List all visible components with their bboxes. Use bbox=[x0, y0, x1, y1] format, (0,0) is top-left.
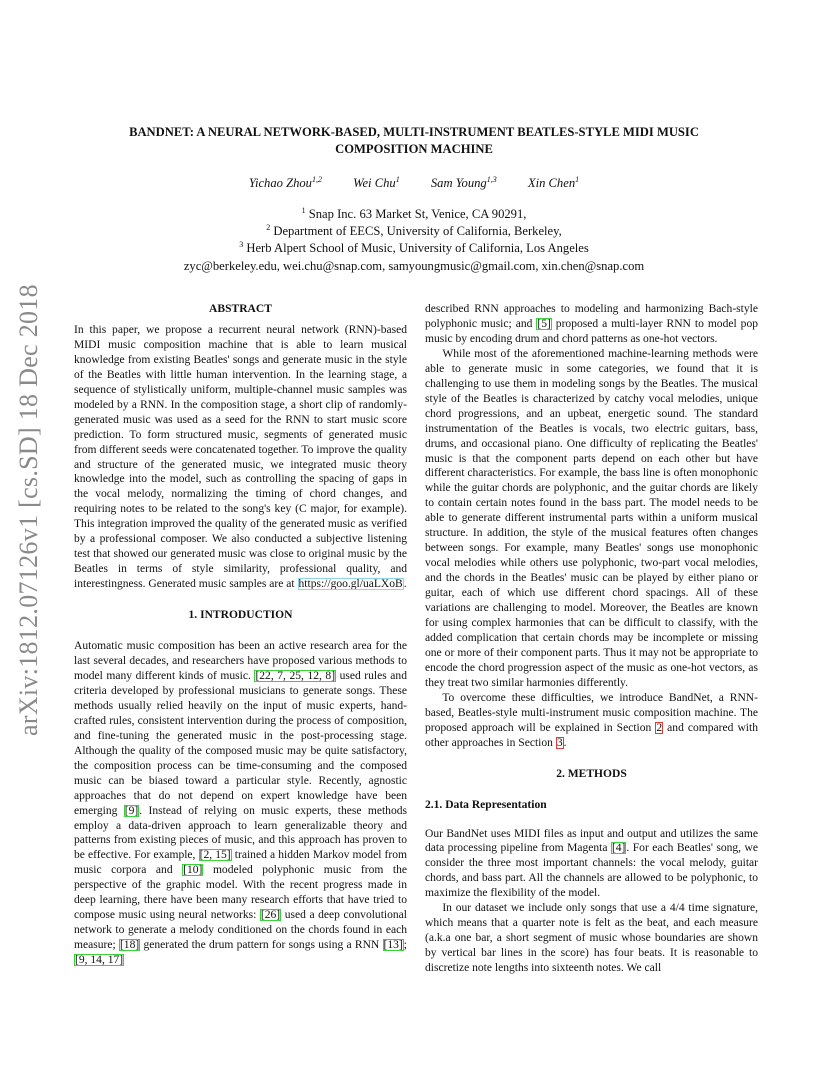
text-run: generated the drum pattern for songs using a RNN bbox=[140, 939, 383, 952]
affil-text: Department of EECS, University of California, Berkeley, bbox=[273, 224, 562, 239]
abstract-heading: ABSTRACT bbox=[209, 303, 272, 315]
affiliations bbox=[80, 206, 748, 275]
methods-heading: 2. METHODS bbox=[556, 767, 627, 780]
author-name: Wei Chu bbox=[353, 176, 396, 190]
author-name: Sam Young bbox=[430, 176, 487, 190]
text-run: used a deep convolutional network to generate a melody conditioned on the chords found in each measure; bbox=[74, 909, 407, 952]
affiliation bbox=[80, 240, 748, 257]
citation-link[interactable]: [13] bbox=[383, 939, 403, 952]
affiliation bbox=[80, 223, 748, 240]
intro-heading: 1. INTRODUCTION bbox=[188, 609, 293, 622]
text-run: Automatic music composition has been an active research area for the last several decades, and researchers have proposed various methods to model many different kinds of music. bbox=[74, 640, 407, 682]
email-list: zyc@berkeley.edu, wei.chu@snap.com, samyoungmusic@gmail.com, xin.chen@snap.com bbox=[183, 258, 645, 273]
citation-link[interactable]: [9] bbox=[124, 804, 139, 817]
body-paragraph: In our dataset we include only songs that use a 4/4 time signature, which means that a quarter note is felt as the beat, and each measure (a.k.a one bar, a short segment of music whose boundaries are shown by vertical bar lines in the score) has four beats. It is reasonable to discretize note lengths into sixteenth notes. We call bbox=[425, 902, 758, 975]
author bbox=[249, 176, 322, 190]
author-name: Xin Chen bbox=[527, 176, 576, 190]
text-run: used rules and criteria developed by professional musicians to generate songs. These methods usually relied heavily on the input of music experts, hand-crafted rules, consistent intervention during the process of composition, and fine-tuning the generated music in the post-processing stage. Although the quality of the composed music may be quite satisfactory, the composition process can be time-consuming and the composed music can be biased toward a particular style. Recently, agnostic approaches that do not depend on expert knowledge have been emerging bbox=[74, 669, 407, 817]
author bbox=[431, 176, 497, 190]
section-ref-link[interactable]: 3 bbox=[556, 736, 563, 749]
affil-text: Snap Inc. 63 Market St, Venice, CA 90291, bbox=[308, 207, 527, 221]
abstract-body: In this paper, we propose a recurrent neural network (RNN)-based MIDI music composition machine that is able to learn musical knowledge from existing Beatles' songs and generate music in the style of the Beatles with little human intervention. In the learning stage, a sequence of stylistically uniform, multiple-channel music samples was modeled by a RNN. In the composition stage, a short clip of randomly-generated music was used as a seed for the RNN to start music score prediction. To form structured music, segments of generated music from different seeds were concatenated together. To improve the quality and structure of the generated music, we integrated music theory knowledge into the model, such as controlling the spacing of gaps in the vocal melody, normalizing the timing of chord changes, and requiring notes to be related to the song's key (C major, for example). This integration improved the quality of the generated music as verified by a professional composer. We also conducted a subjective listening test that showed our generated music was close to original music by the Beatles in terms of style similarity, professional quality, and interestingness. Generated music samples are at bbox=[74, 323, 407, 591]
abstract-text bbox=[74, 323, 407, 592]
affil-sup: 1 bbox=[301, 205, 306, 215]
author bbox=[353, 176, 400, 190]
citation-link[interactable]: [22, 7, 25, 12, 8] bbox=[255, 669, 336, 682]
samples-url-link[interactable]: https://goo.gl/uaLXoB bbox=[298, 578, 403, 591]
body-paragraph bbox=[425, 827, 758, 902]
affil-sup: 2 bbox=[266, 223, 271, 233]
title-line-2: COMPOSITION MACHINE bbox=[335, 142, 493, 156]
left-column bbox=[74, 302, 407, 968]
text-run: Our BandNet uses MIDI files as input and output and utilizes the same data processing pipeline from Magenta bbox=[425, 827, 758, 855]
abstract-end: . bbox=[403, 578, 407, 591]
title-line-1: BANDNET: A NEURAL NETWORK-BASED, MULTI-INSTRUMENT BEATLES-STYLE MIDI MUSIC bbox=[129, 125, 699, 139]
body-paragraph bbox=[425, 691, 758, 751]
text-run: trained a hidden Markov model from music corpora and bbox=[74, 849, 407, 877]
author-name: Yichao Zhou bbox=[248, 176, 312, 190]
citation-link[interactable]: [26] bbox=[260, 909, 281, 922]
text-run: proposed a multi-layer RNN to model pop music by encoding drum and chord patterns as one-hot vectors. bbox=[425, 317, 758, 345]
text-run: . Instead of relying on music experts, these methods employ a data-driven approach to learn generalizable theory and patterns from existing pieces of music, and this approach has proven to be effective. For example, bbox=[74, 804, 407, 862]
text-run: . For each Beatles' song, we consider the three most important channels: the vocal melody, guitar chords, and bass part. All the channels are allowed to be polyphonic, to maximize the flexibility of the model. bbox=[425, 842, 758, 900]
affiliation bbox=[80, 206, 748, 223]
intro-paragraph bbox=[74, 639, 407, 968]
author-affil-sup: 1 bbox=[395, 174, 400, 184]
text-run: ; bbox=[403, 939, 407, 952]
text-run: modeled polyphonic music from the perspective of the graphic model. With the recent progress made in deep learning, there have been many research efforts that have tried to compose music using neural networks: bbox=[74, 864, 407, 922]
citation-link[interactable]: [10] bbox=[183, 864, 203, 877]
author-affil-sup: 1,3 bbox=[486, 174, 497, 184]
citation-link[interactable]: [18] bbox=[119, 939, 140, 952]
citation-link[interactable]: [9, 14, 17] bbox=[75, 954, 124, 967]
body-paragraph: While most of the aforementioned machine-learning methods were able to generate music in some categories, we found that it is challenging to use them in modeling songs by the Beatles. The musical style of the Beatles is characterized by catchy vocal melodies, unique chord progressions, and an upbeat, energetic sound. The standard instrumentation of the Beatles is vocals, two electric guitars, bass, drums, and occasional piano. One difficulty of replicating the Beatles' music is that the component parts depend on each other but have different characteristics. For example, the bass line is often monophonic while the guitar chords are polyphonic, and the guitar chords are likely to contain certain notes found in the bass part. The model needs to be able to generate different instrumental parts within a uniform musical structure. In addition, the style of the musical features often changes between songs. For example, many Beatles' songs use monophonic vocal melodies while others use polyphonic, two-part vocal melodies, and the chords in the Beatles' music can be played by either piano or guitar, each of which use different chord spacings. All of these variations are challenging to model. Moreover, the Beatles are known for using complex harmonies that can be difficult to classify, with the added complication that certain chords may be incomplete or missing one or more of their component parts. Thus it may not be appropriate to encode the chord progression aspect of the music as one-hot vectors, as they treat two similar harmonies differently. bbox=[425, 347, 758, 689]
citation-link[interactable]: [2, 15] bbox=[199, 849, 231, 862]
text-run: . bbox=[563, 736, 567, 749]
author-affil-sup: 1,2 bbox=[311, 174, 322, 184]
author-affil-sup: 1 bbox=[575, 174, 580, 184]
section-ref-link[interactable]: 2 bbox=[656, 721, 663, 734]
arxiv-identifier: arXiv:1812.07126v1 [cs.SD] 18 Dec 2018 bbox=[14, 284, 43, 736]
affil-sup: 3 bbox=[239, 240, 244, 250]
continued-paragraph bbox=[425, 302, 758, 347]
affil-text: Herb Alpert School of Music, University of California, Los Angeles bbox=[246, 241, 589, 256]
text-run: described RNN approaches to modeling and harmonizing Bach-style polyphonic music; and bbox=[425, 303, 758, 330]
author bbox=[528, 176, 579, 190]
citation-link[interactable]: [5] bbox=[537, 317, 551, 330]
subsection-heading: 2.1. Data Representation bbox=[425, 798, 547, 811]
right-column bbox=[425, 302, 758, 976]
citation-link[interactable]: [4] bbox=[611, 842, 626, 855]
paper-title bbox=[80, 124, 748, 158]
text-run: and compared with other approaches in Section bbox=[425, 721, 758, 749]
author-list bbox=[80, 176, 748, 191]
text-run: To overcome these difficulties, we introduce BandNet, a RNN-based, Beatles-style multi-instrument music composition machine. The proposed approach will be explained in Section bbox=[425, 691, 758, 734]
